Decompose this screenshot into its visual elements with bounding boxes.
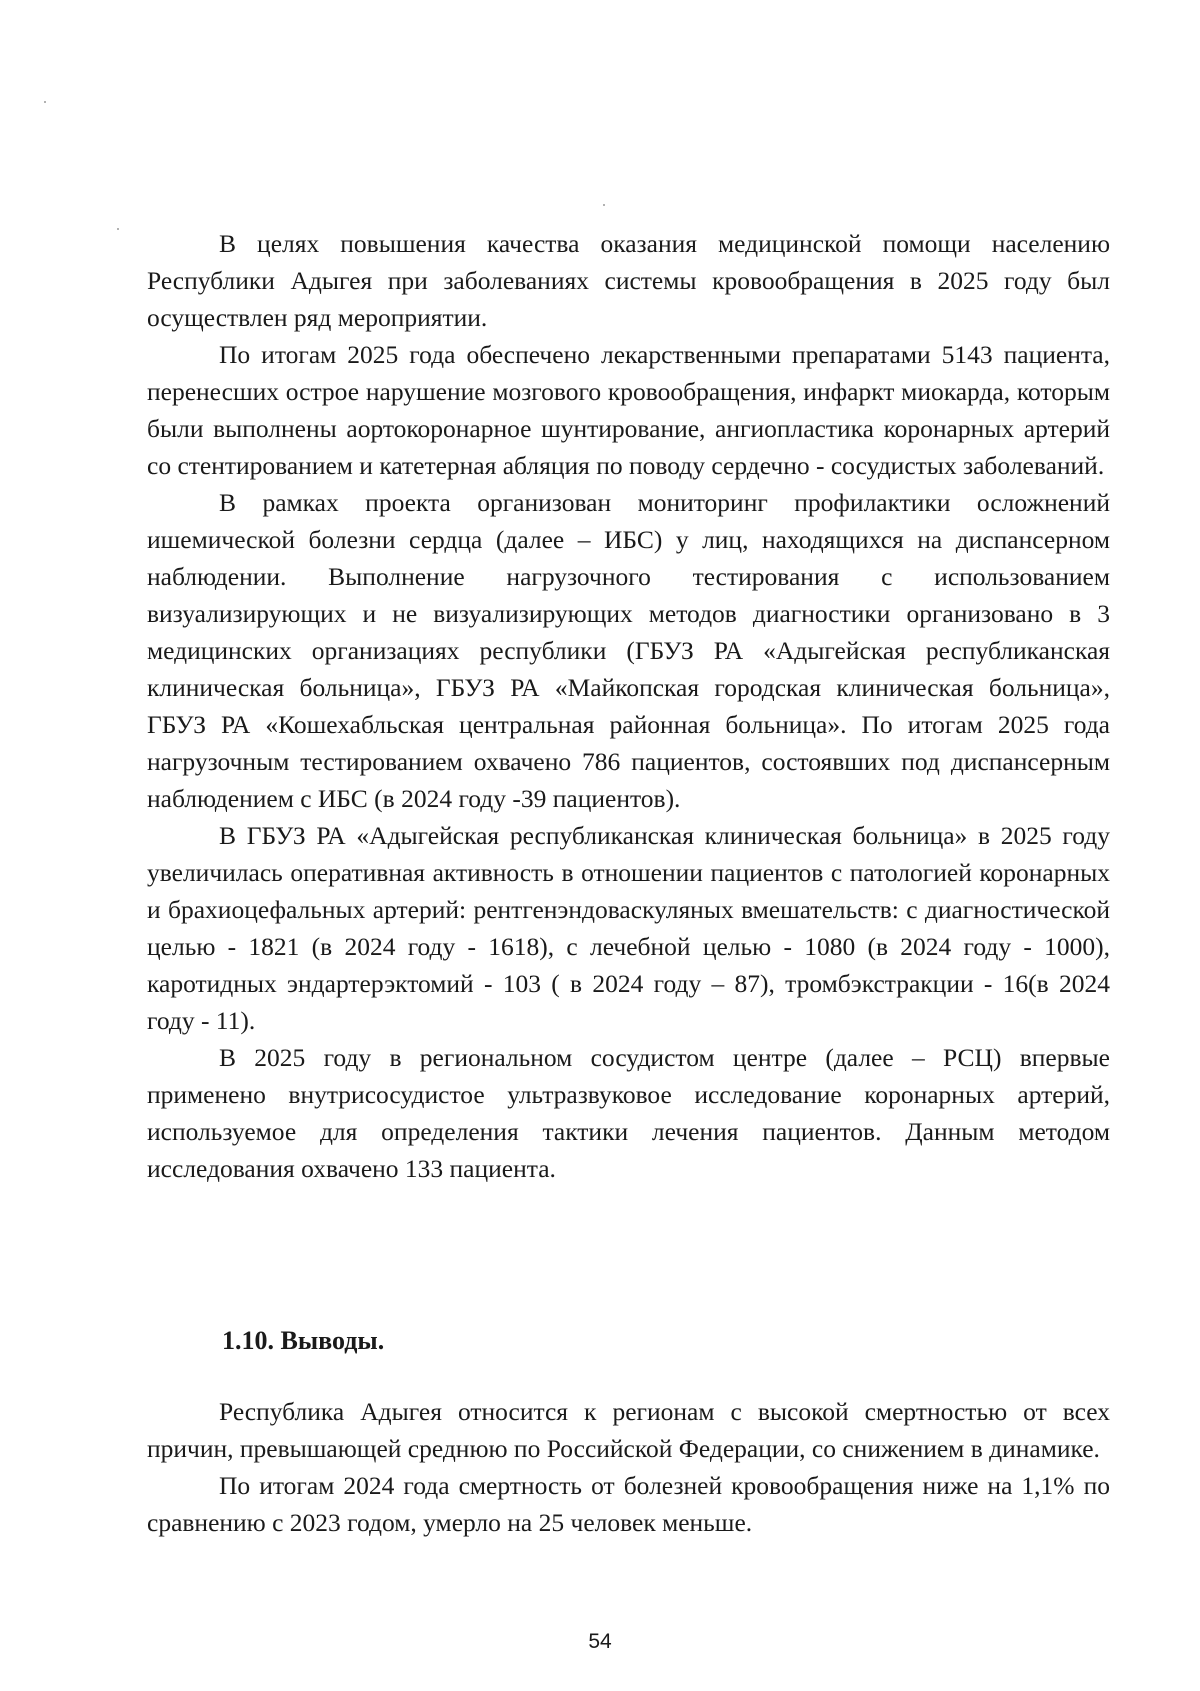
paragraph: Республика Адыгея относится к регионам с высокой смертностью от всех причин, превышающей среднюю по Российской Федерации, со снижением в динамике. (147, 1397, 1110, 1463)
body-text-top (147, 225, 1110, 1187)
paragraph: В 2025 году в региональном сосудистом центре (далее – РСЦ) впервые применено внутрисосудистое ультразвуковое исследование коронарных артерий, используемое для определения тактики лечения пациентов. Данным методом исследования охвачено 133 пациента. (147, 1043, 1110, 1183)
paragraph: В рамках проекта организован мониторинг профилактики осложнений ишемической болезни сердца (далее – ИБС) у лиц, находящихся на диспансерном наблюдении. Выполнение нагрузочного тестирования с использованием визуализирующих и не визуализирующих методов диагностики организовано в 3 медицинских организациях республики (ГБУЗ РА «Адыгейская республиканская клиническая больница», ГБУЗ РА «Майкопская городская клиническая больница», ГБУЗ РА «Кошехабльская центральная районная больница». По итогам 2025 года нагрузочным тестированием охвачено 786 пациентов, состоявших под диспансерным наблюдением с ИБС (в 2024 году -39 пациентов). (147, 488, 1110, 813)
paragraph: В ГБУЗ РА «Адыгейская республиканская клиническая больница» в 2025 году увеличилась оперативная активность в отношении пациентов с патологией коронарных и брахиоцефальных артерий: рентгенэндоваскуляных вмешательств: с диагностической целью - 1821 (в 2024 году - 1618), с лечебной целью - 1080 (в 2024 году - 1000), каротидных эндартерэктомий - 103 ( в 2024 году – 87), тромбэкстракции - 16(в 2024 году - 11). (147, 821, 1110, 1035)
paragraph: По итогам 2025 года обеспечено лекарственными препаратами 5143 пациента, перенесших острое нарушение мозгового кровообращения, инфаркт миокарда, которым были выполнены аортокоронарное шунтирование, ангиопластика коронарных артерий со стентированием и катетерная абляция по поводу сердечно - сосудистых заболеваний. (147, 340, 1110, 480)
page-number: 54 (588, 1630, 612, 1653)
scan-speck (44, 101, 46, 103)
paragraph: По итогам 2024 года смертность от болезней кровообращения ниже на 1,1% по сравнению с 2023 годом, умерло на 25 человек меньше. (147, 1471, 1110, 1537)
section-heading: 1.10. Выводы. (222, 1326, 385, 1355)
scan-speck (603, 204, 605, 206)
paragraph: В целях повышения качества оказания медицинской помощи населению Республики Адыгея при заболеваниях системы кровообращения в 2025 году был осуществлен ряд мероприятии. (147, 229, 1110, 332)
scan-speck (117, 228, 119, 230)
body-text-bottom (147, 1393, 1110, 1541)
